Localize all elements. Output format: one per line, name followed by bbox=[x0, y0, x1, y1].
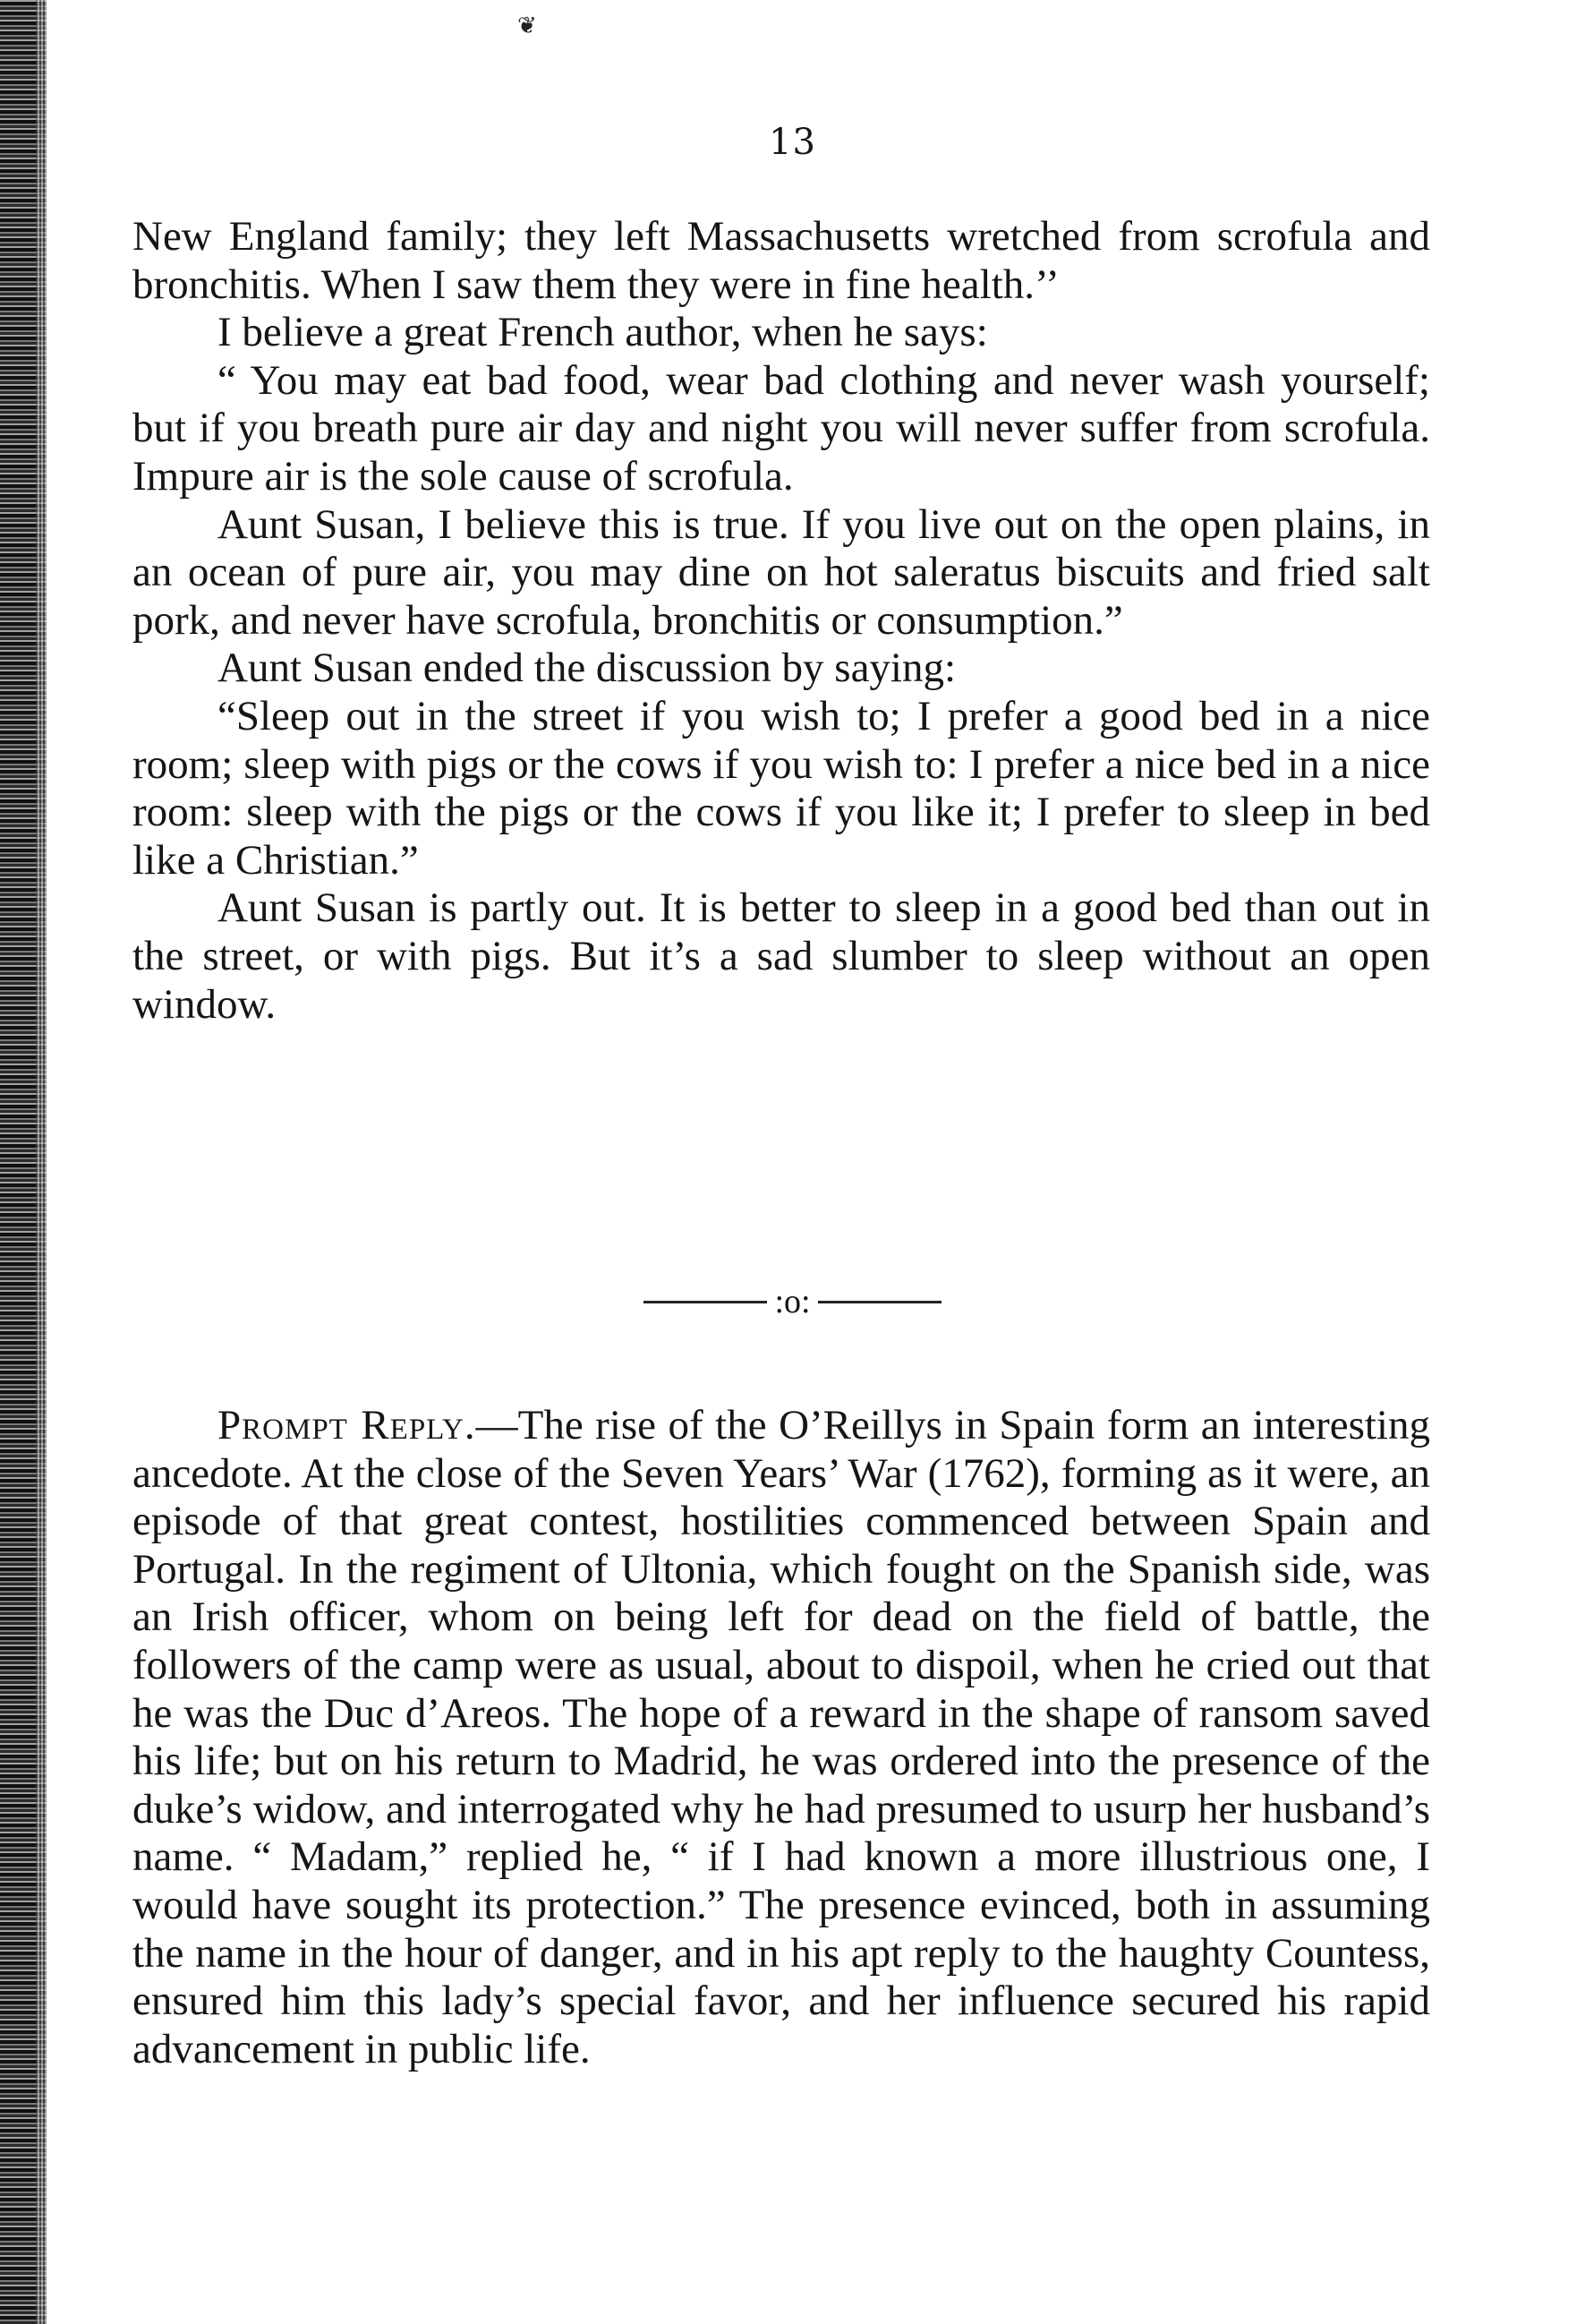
binding-edge bbox=[0, 0, 47, 2324]
paragraph-6: “Sleep out in the street if you wish to; I prefer a good bed in a nice room; sleep with pigs or the cows if you wish to: I prefer a nice bed in a nice room: sleep with the pigs or the cows if you like it; I prefer to sleep in bed like a Christian.” bbox=[132, 692, 1430, 884]
page-number: 13 bbox=[769, 122, 816, 163]
top-text-block bbox=[132, 213, 1430, 1029]
divider-rule-right bbox=[818, 1301, 942, 1303]
section-heading: Prompt Reply. bbox=[217, 1402, 476, 1448]
paragraph-1: New England family; they left Massachusetts wretched from scrofula and bronchitis. When I saw them they were in fine health.’’ bbox=[132, 213, 1430, 308]
paragraph-5: Aunt Susan ended the discussion by saying: bbox=[217, 645, 957, 692]
prompt-reply-paragraph bbox=[132, 1402, 1430, 2073]
ink-speck: ❦ bbox=[517, 13, 537, 39]
section-divider bbox=[0, 1282, 1585, 1321]
divider-mark: :o: bbox=[774, 1283, 811, 1320]
bottom-text-block bbox=[132, 1402, 1430, 2073]
paragraph-2: I believe a great French author, when he says: bbox=[217, 309, 988, 356]
paragraph-7: Aunt Susan is partly out. It is better to sleep in a good bed than out in the street, or with pigs. But it’s a sad slumber to sleep without an open window. bbox=[132, 884, 1430, 1028]
paragraph-3: “ You may eat bad food, wear bad clothing and never wash yourself; but if you breath pure air day and night you will never suffer from scrofula. Impure air is the sole cause of scrofula. bbox=[132, 356, 1430, 500]
paragraph-4: Aunt Susan, I believe this is true. If you live out on the open plains, in an ocean of pure air, you may dine on hot saleratus biscuits and fried salt pork, and never have scrofula, bronchitis or consumption.” bbox=[132, 500, 1430, 644]
divider-rule-left bbox=[643, 1301, 767, 1303]
section-body: —The rise of the O’Reillys in Spain form an interesting ancedote. At the close of the Seven Years’ War (1762), forming as it were, an episode of that great contest, hostilities commenced between Spain and Portugal. In the regiment of Ultonia, which fought on the Spanish side, was an Irish officer, whom on being left for dead on the field of battle, the followers of the camp were as usual, about to dispoil, when he cried out that he was the Duc d’Areos. The hope of a reward in the shape of ransom saved his life; but on his return to Madrid, he was ordered into the presence of the duke’s widow, and interrogated why he had presumed to usurp her husband’s name. “ Madam,” replied he, “ if I had known a more illustrious one, I would have sought its protection.” The presence evinced, both in assuming the name in the hour of danger, and in his apt reply to the haughty Countess, ensured him this lady’s special favor, and her influence secured his rapid advancement in public life. bbox=[132, 1402, 1430, 2072]
